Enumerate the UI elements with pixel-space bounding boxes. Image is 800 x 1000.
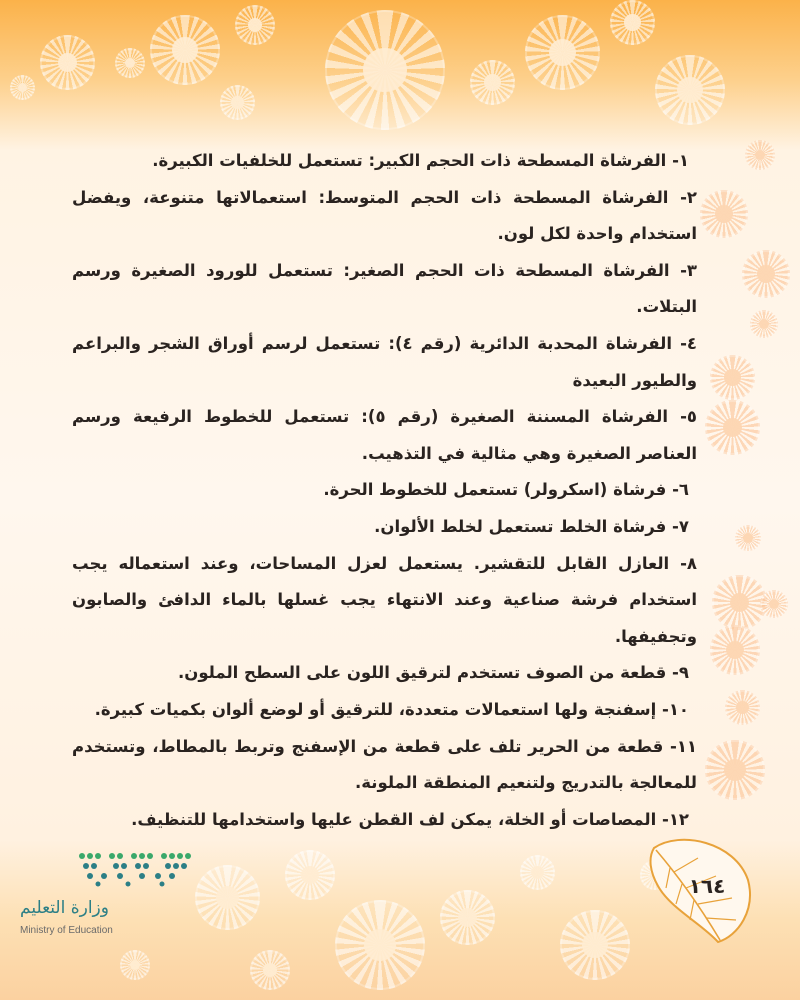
list-item: ١٠- إسفنجة ولها استعمالات متعددة، للترقيق أو لوضع ألوان بكميات كبيرة. bbox=[94, 699, 689, 719]
list-item: ٥- الفرشاة المسننة الصغيرة (رقم ٥): تستعمل للخطوط الرفيعة ورسم العناصر الصغيرة وهي مثالية في التذهيب. bbox=[72, 407, 697, 463]
flower-ornament bbox=[700, 190, 748, 238]
ministry-arabic-name: وزارة التعليم bbox=[20, 898, 109, 918]
flower-ornament bbox=[520, 855, 555, 890]
flower-ornament bbox=[115, 48, 145, 78]
flower-ornament bbox=[610, 0, 655, 45]
list-item: ١١- قطعة من الحرير تلف على قطعة من الإسفنج وتربط بالمطاط، وتستخدم للمعالجة بالتدريج ولتنعيم المنطقة الملونة. bbox=[72, 736, 697, 793]
flower-ornament bbox=[742, 250, 790, 298]
flower-ornament bbox=[325, 10, 445, 130]
page-number: ١٦٤ bbox=[688, 874, 726, 898]
flower-ornament bbox=[220, 85, 255, 120]
list-item: ١- الفرشاة المسطحة ذات الحجم الكبير: تستعمل للخلفيات الكبيرة. bbox=[152, 151, 689, 170]
flower-ornament bbox=[440, 890, 495, 945]
list-item: ٣- الفرشاة المسطحة ذات الحجم الصغير: تستعمل للورود الصغيرة ورسم البتلات. bbox=[72, 260, 697, 317]
flower-ornament bbox=[710, 625, 760, 675]
flower-ornament bbox=[760, 590, 788, 618]
flower-ornament bbox=[735, 525, 761, 551]
flower-ornament bbox=[705, 400, 760, 455]
list-item: ٩- قطعة من الصوف تستخدم لترقيق اللون على السطح الملون. bbox=[177, 663, 689, 683]
list-item: ٢- الفرشاة المسطحة ذات الحجم المتوسط: استعمالاتها متنوعة، ويفضل استخدام واحدة لكل لون. bbox=[72, 187, 697, 244]
flower-ornament bbox=[725, 690, 760, 725]
flower-ornament bbox=[195, 865, 260, 930]
ministry-english-name: Ministry of Education bbox=[20, 925, 113, 936]
flower-ornament bbox=[745, 140, 775, 170]
logo-dots-icon bbox=[76, 850, 196, 890]
list-item: ١٢- المصاصات أو الخلة، يمكن لف القطن عليها واستخدامها للتنظيف. bbox=[131, 809, 689, 829]
flower-ornament bbox=[560, 910, 630, 980]
flower-ornament bbox=[335, 900, 425, 990]
ministry-logo bbox=[20, 846, 200, 946]
list-item: ٨- العازل القابل للتقشير. يستعمل لعزل المساحات، وعند استعماله يجب استخدام فرشة صناعية وعند الانتهاء يجب غسلها بالماء الدافئ والصابون وتجفيفها. bbox=[72, 553, 697, 646]
flower-ornament bbox=[655, 55, 725, 125]
flower-ornament bbox=[250, 950, 290, 990]
flower-ornament bbox=[470, 60, 515, 105]
list-item: ٤- الفرشاة المحدبة الدائرية (رقم ٤): تستعمل لرسم أوراق الشجر والبراعم والطيور البعيدة bbox=[72, 333, 697, 390]
flower-ornament bbox=[285, 850, 335, 900]
flower-ornament bbox=[235, 5, 275, 45]
flower-ornament bbox=[150, 15, 220, 85]
flower-ornament bbox=[705, 740, 765, 800]
flower-ornament bbox=[710, 355, 755, 400]
flower-ornament bbox=[40, 35, 95, 90]
tools-list bbox=[72, 143, 697, 838]
flower-ornament bbox=[525, 15, 600, 90]
list-item: ٧- فرشاة الخلط تستعمل لخلط الألوان. bbox=[374, 516, 689, 536]
flower-ornament bbox=[750, 310, 778, 338]
list-item: ٦- فرشاة (اسكرولر) تستعمل للخطوط الحرة. bbox=[323, 480, 689, 500]
flower-ornament bbox=[712, 575, 767, 630]
flower-ornament bbox=[120, 950, 150, 980]
flower-ornament bbox=[10, 75, 35, 100]
